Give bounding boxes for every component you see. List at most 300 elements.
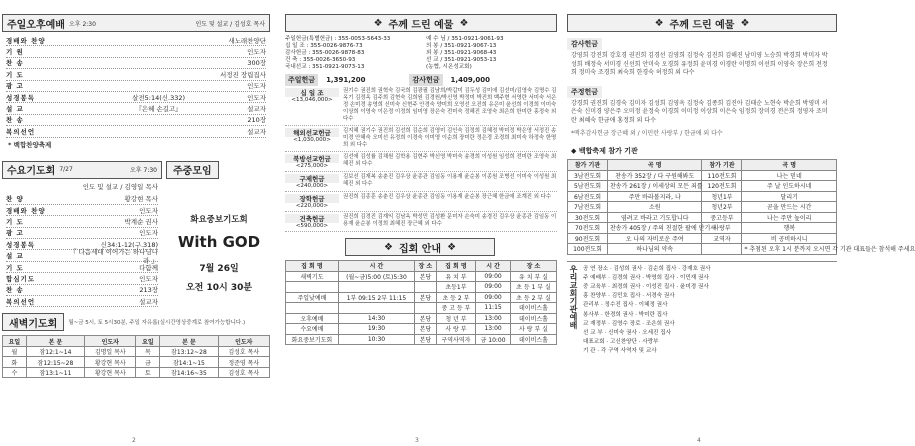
order-label: 광 고	[6, 229, 24, 238]
dawn-cell: 목	[136, 346, 160, 357]
afternoon-note: * 백합찬양축제	[8, 140, 52, 149]
meeting-cell: 중 고 등 부	[436, 303, 475, 314]
lily-cell: 나는 믿네	[742, 170, 837, 181]
dawn-cell: 잠14:1~15	[160, 357, 218, 368]
meeting-cell: 사 랑 부	[436, 324, 475, 335]
account-line: 외 봉 / 351-0921-9068-43	[426, 50, 497, 56]
institution-block	[567, 261, 837, 357]
dawn-cell: 황강현 목사	[85, 367, 136, 378]
meeting-cell: 본당	[415, 271, 437, 282]
institution-line: 공 연 장소 · 김성희 권사 · 김순희 집사 · 강재호 권사	[583, 265, 711, 272]
meeting-cell: 새벽기도	[286, 271, 339, 282]
order-row	[6, 81, 266, 92]
meeting-cell: 본당	[415, 313, 437, 324]
meeting-cell: (월~금)5:00 (토)5:30	[338, 271, 414, 282]
lily-cell: 3남전도회	[568, 170, 608, 181]
order-row	[6, 115, 266, 126]
lily-cell: 100전도회	[568, 244, 608, 255]
institution-line: 대표교회 · 고신찬양단 · 사랑부	[583, 339, 659, 346]
order-value: 인도자	[247, 82, 266, 91]
dawn-cell: 김성호 목사	[218, 346, 269, 357]
account-line: 선 교 / 351-0921-9053-13	[426, 57, 497, 63]
order-label: 찬 송	[6, 116, 24, 125]
wed-order-row	[6, 273, 158, 284]
institution-line: 기 관 · 각 구역 사역자 및 교사	[583, 348, 657, 355]
dawn-table-head	[3, 336, 270, 347]
meeting-cell: 오후예배	[286, 313, 339, 324]
meeting-row	[286, 282, 557, 293]
meeting-cell: 19:30	[338, 324, 414, 335]
order-label: 성경봉독	[6, 240, 36, 249]
meeting-cell: 주일낮예배	[286, 292, 339, 303]
lily-cell: 곧을 만드는 시간	[742, 202, 837, 213]
lily-cell	[702, 244, 742, 255]
event-name: 화요중보기도회	[190, 214, 248, 225]
dawn-cell: 토	[136, 367, 160, 378]
order-label: 설 교	[6, 105, 24, 114]
order-value: 210장	[247, 116, 266, 125]
wednesday-header	[2, 161, 162, 179]
meeting-cell	[286, 282, 339, 293]
order-row	[6, 35, 266, 46]
meeting-cell: 화요중보기도회	[286, 334, 339, 345]
lily-cell: 소원	[607, 202, 702, 213]
section-title: 수요기도회	[7, 166, 56, 178]
dawn-head-cell: 요일	[3, 336, 27, 347]
institution-line: 주 예배부 · 김경희 권사 · 박영희 집사 · 이민재 권사	[583, 274, 709, 281]
meeting-cell: 14:30	[338, 313, 414, 324]
offering-item	[285, 86, 557, 126]
order-value: 300장	[247, 59, 266, 68]
order-row	[6, 92, 266, 103]
leader-text: 인도 및 설교 / 김성호 목사	[195, 20, 265, 28]
sunday-afternoon-header	[2, 14, 270, 32]
meeting-cell: 유 치 부	[436, 271, 475, 282]
order-label: 성경봉독	[6, 93, 36, 102]
offering-names: 김보선 김재복 송춘진 김우상 윤종관 김임동 이용재 윤순봉 이종원 조병선 이미숙 이성원 최혜진 외 다수	[343, 174, 557, 187]
offering-names: 권진희 김종훈 송춘진 김우상 윤종관 김임동 이용재 윤순봉 장근혜 한금애 조계진 외 다수	[343, 194, 552, 200]
meeting-head-cell: 시 간	[338, 261, 414, 272]
dawn-head-cell: 인도자	[85, 336, 136, 347]
meeting-row	[286, 292, 557, 303]
lily-row	[568, 170, 837, 181]
account-line: 감사헌금 : 355-0026-9878-83	[285, 50, 365, 56]
meeting-head-cell: 장 소	[415, 261, 437, 272]
wednesday-block	[2, 179, 162, 308]
order-label: 기 도	[6, 217, 24, 226]
order-label: 합심기도	[6, 274, 36, 283]
lily-cell: 중고등부	[702, 212, 742, 223]
order-detail: 『은혜 손길고』	[135, 105, 182, 114]
meeting-cell	[338, 282, 414, 293]
institution-line: 중 교육부 · 최정희 권사 · 이성진 집사 · 윤미경 권사	[583, 284, 709, 291]
offering-item	[285, 172, 557, 192]
account-line: 십 일 조 : 355-0026-9876-73	[285, 43, 363, 49]
lily-cell: 사랑부	[702, 223, 742, 234]
meeting-title	[345, 238, 495, 256]
meeting-table-head	[286, 261, 557, 272]
dawn-sub: 월~금 5시, 토 5시30분, 주일 자유롭(실시간영상중계로 참여가능합니다.)	[68, 320, 246, 327]
meeting-cell: 데이비스홀	[510, 334, 556, 345]
account-line: (농협, 시온성교회)	[426, 64, 472, 70]
lily-cell: 염려고 바라고 기도합니다	[607, 212, 702, 223]
meeting-cell: 초 등 2 부	[436, 292, 475, 303]
order-value: 다함께	[139, 263, 158, 272]
lily-cell: 30전도회	[568, 212, 608, 223]
offering-name: 건축헌금	[285, 214, 339, 223]
account-list-right	[416, 36, 557, 71]
wed-body	[2, 179, 270, 308]
account-line: 의 봉 / 351-0921-9067-13	[426, 43, 497, 49]
diamond-icon: ❖	[383, 241, 393, 253]
dawn-cell: 김성호 목사	[218, 367, 269, 378]
offering-label	[285, 194, 339, 209]
order-value: 신34:1-12(구.318)	[100, 240, 158, 249]
dawn-cell: 잠12:15~28	[26, 357, 84, 368]
meeting-cell: 10:30	[338, 334, 414, 345]
institution-line: 관리부 · 정수진 집사 · 이혜정 권사	[583, 302, 668, 309]
offering-label	[285, 214, 339, 229]
event-date: 7월 26일	[199, 263, 239, 274]
lily-head-cell: 곡 명	[742, 160, 837, 171]
dawn-cell: 잠12:1~14	[26, 346, 84, 357]
order-label: 복의선언	[6, 297, 36, 306]
offering-amount: <240,000>	[295, 183, 329, 189]
thanks-heading: 감사헌금	[567, 38, 602, 50]
institution-line: 홍 찬양부 · 김민호 집사 · 서경숙 권사	[583, 293, 675, 300]
offering-name: 북방선교헌금	[285, 154, 339, 163]
page-number: 3	[415, 437, 419, 444]
offering-title	[285, 14, 557, 32]
lily-cell: 비 공비하시니	[742, 233, 837, 244]
lily-cell: 110전도회	[702, 170, 742, 181]
offering-list	[285, 86, 557, 232]
meeting-cell: 청 년 부	[436, 313, 475, 324]
meeting-cell: 초 등 1 부 실	[510, 282, 556, 293]
dawn-row	[3, 357, 270, 368]
meeting-cell: 09:00	[476, 282, 511, 293]
dawn-head-cell: 요일	[136, 336, 160, 347]
institution-line: 봉사부 · 한경희 권사 · 박미란 집사	[583, 311, 668, 318]
meeting-head-cell: 장 소	[510, 261, 556, 272]
offering-amount: <1,030,000>	[293, 137, 331, 143]
event-time: 오전 10시 30분	[185, 282, 253, 293]
lily-cell: 7남전도회	[568, 202, 608, 213]
wed-header-row	[2, 161, 270, 179]
thanks-names: 강영희 강진희 강호경 권진희 김경선 김영희 김정숙 김진희 김해진 남미영 노승희 박경희 박미자 박성희 배정숙 서미경 신선희 안미숙 오경희 유정희 윤미경 이경란 이명희 이선희 이영숙 장은희 전정희 정미숙 조경희 최숙희 한경숙 허정희 외 다수	[571, 52, 828, 77]
lily-cell: 주만 바라볼지라, 나	[607, 191, 702, 202]
meeting-cell: 09:00	[476, 271, 511, 282]
lily-row	[568, 181, 837, 192]
account-list-left	[285, 36, 416, 71]
section-title: 주께 드린 예물	[388, 19, 454, 31]
lily-row	[568, 223, 837, 234]
wed-order-row	[6, 216, 158, 227]
offering-item	[285, 212, 557, 232]
offering-title-2	[567, 14, 837, 32]
lily-cell: 청년2부	[702, 202, 742, 213]
meeting-head-cell: 집 회 명	[286, 261, 339, 272]
wed-leader: 인도 및 설교 / 김영일 목사	[82, 182, 158, 191]
meeting-cell: 09:00	[476, 292, 511, 303]
dawn-cell: 김명일 목사	[85, 346, 136, 357]
order-detail: 살전5:14(신.332)	[132, 93, 186, 102]
dawn-cell: 잠13:12~28	[160, 346, 218, 357]
lily-table-head	[568, 160, 837, 171]
column-middle	[285, 0, 557, 446]
dawn-row	[3, 367, 270, 378]
lily-cell: 나는 주만 높이리	[742, 212, 837, 223]
order-row	[6, 46, 266, 57]
order-value: 박계순 권사	[124, 217, 158, 226]
midweek-header: 주중모임	[166, 161, 219, 179]
meeting-cell: 사 랑 부 실	[510, 324, 556, 335]
order-row	[6, 126, 266, 137]
diamond-icon: ❖	[740, 17, 750, 29]
lily-heading	[567, 146, 837, 156]
section-title: 주께 드린 예물	[669, 19, 735, 31]
meeting-cell	[338, 303, 414, 314]
dawn-header: 새벽기도회	[2, 313, 64, 331]
meeting-table	[285, 260, 557, 345]
meeting-cell	[415, 303, 437, 314]
offering-item	[285, 126, 557, 152]
dawn-cell: 금	[136, 357, 160, 368]
diamond-icon: ❖	[447, 241, 457, 253]
meeting-cell: 초 등 2 부 실	[510, 292, 556, 303]
meeting-cell: 데이비스홀	[510, 303, 556, 314]
offering-sum-row	[285, 74, 557, 86]
lily-cell: 오 나의 자비로운 주여	[607, 233, 702, 244]
meeting-row	[286, 334, 557, 345]
lily-cell: 찬송가 405장 / 주의 친절한 팔에 안기세	[607, 223, 702, 234]
lily-head-cell: 곡 명	[607, 160, 702, 171]
order-label: 복의선언	[6, 127, 36, 136]
offering-item	[285, 152, 557, 172]
page-number: 4	[697, 437, 701, 444]
wed-order-row	[6, 228, 158, 239]
institution-line: 선 교 부 · 신미숙 권사 · 오세진 집사	[583, 330, 672, 337]
account-line: 예 수 님 / 351-0921-9061-93	[426, 36, 504, 42]
member-names: 강경희 권진희 김경숙 김미자 김성희 김영옥 김정숙 김종희 김진아 김태순 노현숙 박순희 박영미 서은숙 신미경 양은주 오미정 윤정숙 이경희 이미정 이상희 이은숙 임정희 장미경 전은희 정영자 조미란 최혜숙 한금애 홍정희 외 다수	[571, 99, 828, 124]
order-label: 경배와 찬양	[6, 36, 46, 45]
member-note: *맥추감사헌금 장근혜 외 / 이민란 사랑부 / 한금애 외 다수	[571, 129, 723, 137]
institution-list	[579, 265, 837, 357]
offering-name: 해외선교헌금	[285, 128, 339, 137]
thanks-offering-amount: 1,409,000	[450, 76, 490, 84]
order-value: 설교자	[247, 105, 266, 114]
order-value: 인도자	[139, 229, 158, 238]
lily-title: 백합축제 참가 기관	[578, 147, 638, 156]
institution-side-label: 우리교회기관예배	[569, 264, 578, 329]
order-value: 인도자	[247, 48, 266, 57]
meeting-cell: 본당	[415, 324, 437, 335]
order-label: 경배와 찬양	[6, 206, 46, 215]
lily-table	[567, 159, 915, 255]
meeting-row	[286, 303, 557, 314]
dawn-cell: 잠13:1~11	[26, 367, 84, 378]
offering-label	[285, 174, 339, 189]
lily-cell: 찬송가 352장 / 다 구원해봐도	[607, 170, 702, 181]
dawn-table-body	[3, 346, 270, 378]
meeting-cell: 유 치 부 실	[510, 271, 556, 282]
order-value: 인도자	[139, 206, 158, 215]
order-value: 황강현 목사	[124, 195, 158, 204]
meeting-row	[286, 271, 557, 282]
offering-names: 권진희 김경진 김재익 김남옥 박성민 김성환 문미자 손숙미 송경진 김우상 윤종관 김임동 이용재 윤순봉 이정희 최혜진 장근혜 외 다수	[343, 214, 557, 227]
offering-names: 김지혜 권기수 권진희 김선희 김순희 김영미 김인숙 김정희 김혜정 박미정 박은영 서정진 송미경 안혜숙 오미선 유정희 이경숙 이미영 이순희 장미란 정은경 조경희 최미숙 하정숙 한명희 외 다수	[343, 128, 557, 148]
service-time: 오후 2:30	[68, 20, 96, 28]
order-value: 새노래찬양단	[228, 36, 266, 45]
offering-label	[285, 128, 339, 149]
lily-cell: 6남전도회	[568, 191, 608, 202]
lily-cell: 달리기	[742, 191, 837, 202]
order-row	[6, 69, 266, 80]
meeting-cell: 본당	[415, 334, 437, 345]
lily-row	[568, 191, 837, 202]
section-title: 집회 안내	[398, 243, 442, 255]
wed-order-row	[6, 296, 158, 307]
dawn-table	[2, 335, 270, 378]
order-label: 찬 양	[6, 195, 24, 204]
section-title: 주일오후예배	[7, 19, 65, 31]
offering-amount: <13,046,000>	[291, 97, 333, 103]
dawn-head-cell: 본 문	[160, 336, 218, 347]
offering-name: 십 일 조	[285, 88, 339, 97]
order-label: 찬 송	[6, 59, 24, 68]
lily-cell: 교역자	[702, 233, 742, 244]
order-value: 설교자	[247, 127, 266, 136]
meeting-cell	[286, 303, 339, 314]
event-title: With GOD	[177, 232, 261, 251]
diamond-icon: ❖	[459, 17, 469, 29]
offering-label	[285, 88, 339, 123]
dawn-cell: 월	[3, 346, 27, 357]
offering-amount: <220,000>	[295, 203, 329, 209]
diamond-icon: ❖	[654, 17, 664, 29]
order-label: 찬 송	[6, 286, 24, 295]
order-value: 213장	[139, 286, 158, 295]
lily-head-cell: 참가 기관	[702, 160, 742, 171]
order-label: 기 도	[6, 70, 24, 79]
thanks-offering-label: 감사헌금	[409, 74, 442, 86]
offering-amount: <275,000>	[295, 163, 329, 169]
lily-row	[568, 202, 837, 213]
meeting-cell: 13:00	[476, 324, 511, 335]
meeting-head-cell: 집 회 명	[436, 261, 475, 272]
offering-names: 김선애 김성률 김채원 김학용 김현주 박신영 박미숙 송경희 이성원 임성희 전미란 조영숙 최혜진 외 다수	[343, 154, 557, 167]
offering-names: 권기수 권진희 권혁숙 김국희 김광필 김남희/박갑미 김두성 김미애 김선미/김영숙 김명수 김옥기 김정옥 김주희 김현숙 김희원 김경원/박신영 박정미 박진희 백주현 서영란 서미숙 서은정 손미경 송영희 신미숙 신현주 안경숙 양미희 오영선 오진희 유은미 윤선희 이경희 이미숙 이상희 이영숙 이은정 이정희 임미영 장은숙 전미숙 정혜진 조영숙 최은희 한미란 홍정숙 외 다수	[343, 88, 557, 122]
meeting-cell: 1부 09:15 2부 11:15	[338, 292, 414, 303]
meeting-cell	[415, 282, 437, 293]
dawn-row	[3, 346, 270, 357]
order-row	[6, 58, 266, 69]
order-row	[6, 103, 266, 114]
meeting-cell: 11:15	[476, 303, 511, 314]
lily-cell: 찬송가 261장 / 이세상의 모든 죄를	[607, 181, 702, 192]
lily-cell: 120전도회	[702, 181, 742, 192]
lily-cell: 90전도회	[568, 233, 608, 244]
meeting-table-body	[286, 271, 557, 345]
meeting-cell: 본당	[415, 292, 437, 303]
wed-order-row	[6, 285, 158, 296]
member-heading: 주정헌금	[567, 86, 602, 98]
order-label: 광 고	[6, 82, 24, 91]
offering-amount: <590,000>	[295, 223, 329, 229]
sunday-offering-amount: 1,391,200	[326, 76, 366, 84]
dawn-head-cell: 인도자	[218, 336, 269, 347]
order-label: 설 교	[6, 252, 24, 261]
meeting-cell: 금 10:00	[476, 334, 511, 345]
lily-cell: 5남전도회	[568, 181, 608, 192]
order-value: 서정진 장립집사	[219, 70, 266, 79]
meeting-row	[286, 324, 557, 335]
lily-cell: 청년1부	[702, 191, 742, 202]
dawn-cell: 정준영 목사	[218, 357, 269, 368]
wednesday-order-list	[2, 194, 162, 308]
lily-head-cell: 참가 기관	[568, 160, 608, 171]
lily-cell: 하나님의 약속	[607, 244, 702, 255]
wed-order-row	[6, 247, 158, 265]
column-left	[2, 0, 270, 446]
meeting-cell: 구역사역자	[436, 334, 475, 345]
meeting-row	[286, 313, 557, 324]
lily-row	[568, 233, 837, 244]
meeting-cell: 수요예배	[286, 324, 339, 335]
lily-cell: 주 날 인도하시네	[742, 181, 837, 192]
account-line: 주일헌금(특별헌금) : 355-0053-5643-33	[285, 36, 391, 42]
meeting-cell: 데이비스홀	[510, 313, 556, 324]
wed-date: 7/27	[59, 166, 73, 174]
account-block	[285, 36, 557, 71]
account-line: 국내선교 : 351-0921-9073-13	[285, 64, 365, 70]
wed-order-row	[6, 205, 158, 216]
column-right	[567, 0, 915, 446]
order-value: 『 다음세대 이어가는 하나님나라 』	[69, 247, 158, 265]
wed-time: 오후 7:30	[130, 167, 157, 175]
diamond-bullet-icon: ◆	[571, 147, 579, 156]
lily-cell: 70전도회	[568, 223, 608, 234]
diamond-icon: ❖	[373, 17, 383, 29]
dawn-head-cell: 본 문	[26, 336, 84, 347]
institution-line: 교 재정부 · 김영수 장로 · 조은희 권사	[583, 320, 675, 327]
order-value: 인도자	[247, 93, 266, 102]
lily-cell: 행복	[742, 223, 837, 234]
event-block	[168, 179, 270, 308]
lily-row	[568, 212, 837, 223]
dawn-cell: 잠14:16~35	[160, 367, 218, 378]
afternoon-order-list	[2, 35, 270, 138]
meeting-cell: 초등1부	[436, 282, 475, 293]
offering-name: 장학헌금	[285, 194, 339, 203]
meeting-cell: 13:00	[476, 313, 511, 324]
order-label: 기 원	[6, 48, 24, 57]
dawn-cell: 황강현 목사	[85, 357, 136, 368]
order-value: 인도자	[139, 274, 158, 283]
account-line: 건 축 : 355-0026-3650-93	[285, 57, 356, 63]
order-label: 기 도	[6, 263, 24, 272]
order-value: 설교자	[139, 297, 158, 306]
dawn-header-row	[2, 313, 270, 331]
lily-row	[568, 244, 837, 255]
sunday-offering-label: 주일헌금	[285, 74, 318, 86]
wed-order-row	[6, 194, 158, 205]
meeting-head-cell: 시 간	[476, 261, 511, 272]
page-number: 2	[132, 437, 136, 444]
dawn-cell: 화	[3, 357, 27, 368]
dawn-cell: 수	[3, 367, 27, 378]
offering-label	[285, 154, 339, 169]
